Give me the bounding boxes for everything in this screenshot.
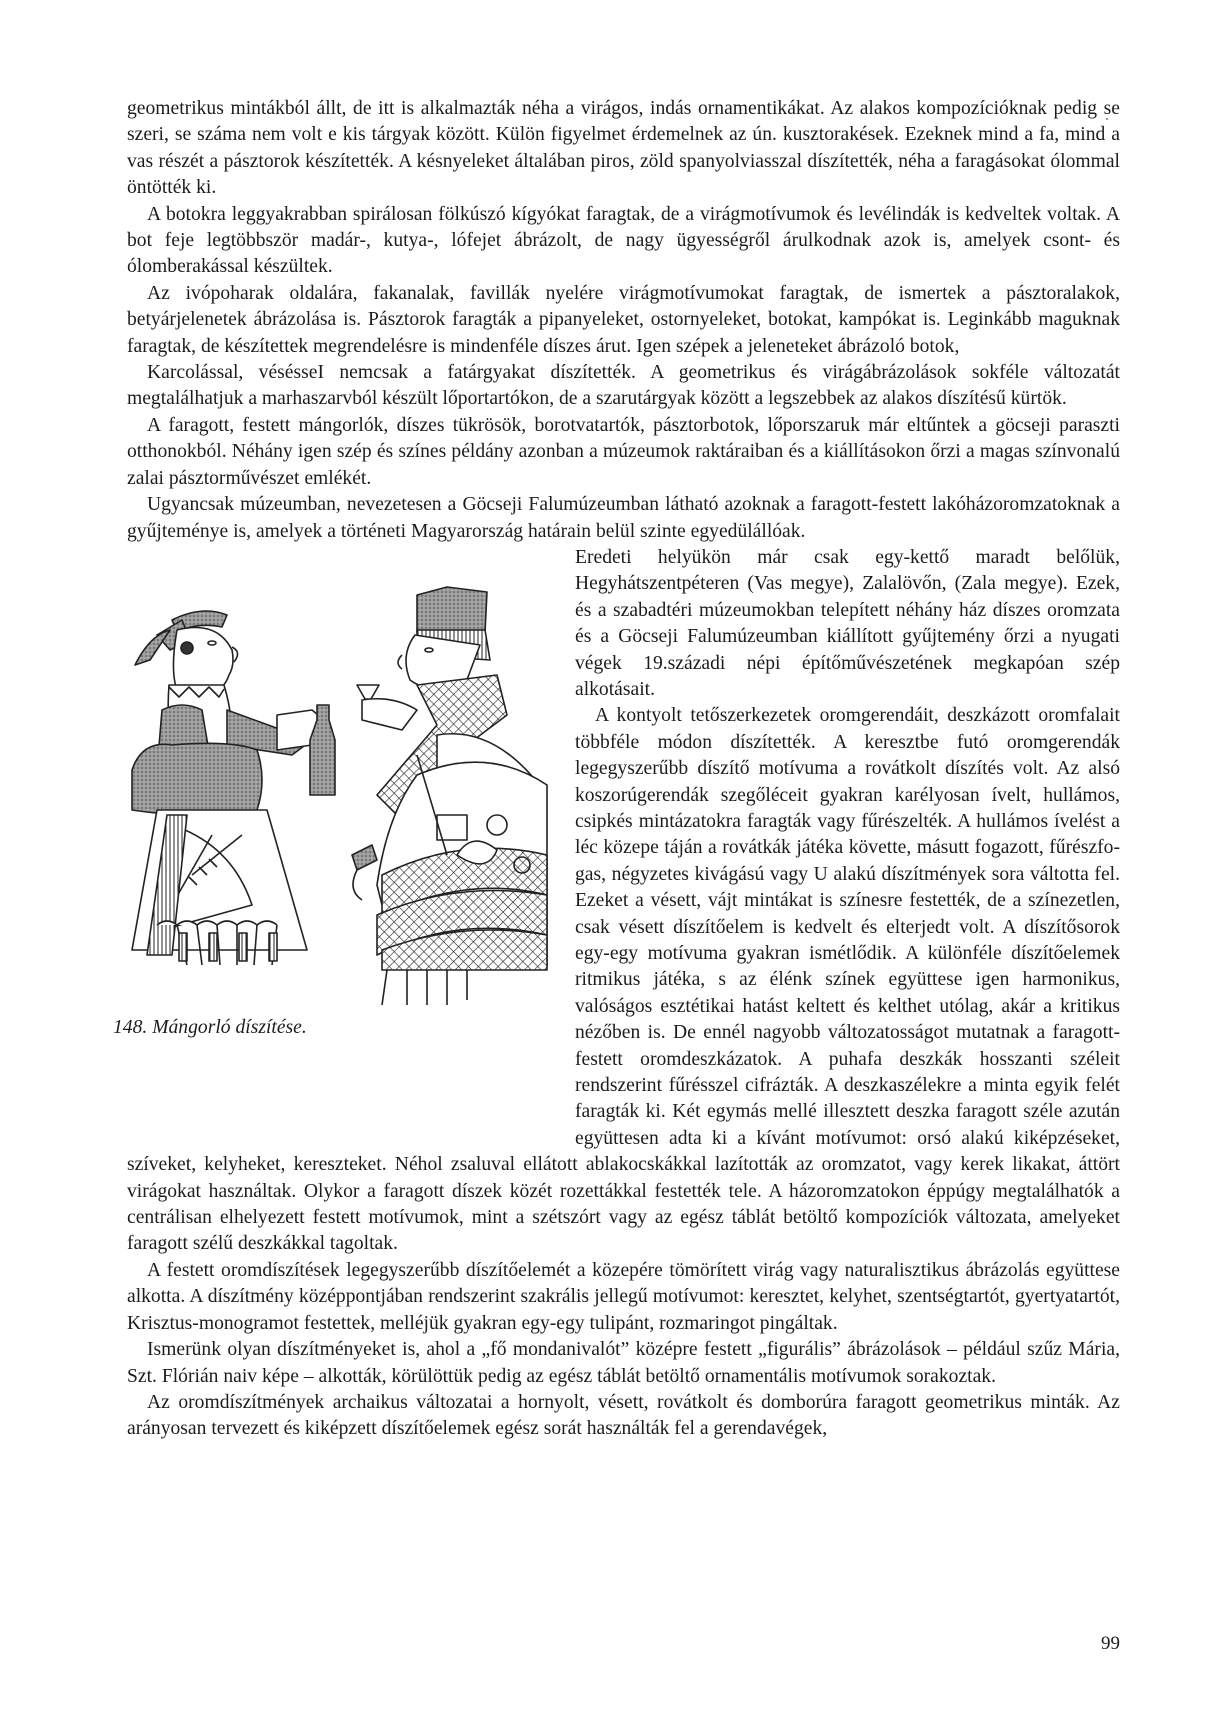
page-number: 99 xyxy=(1101,1633,1120,1654)
paragraph: Ugyancsak múzeumban, nevezetesen a Göcseji Falumúzeumban látható azoknak a faragott-festett lakóházoromzatoknak a gyűjteménye is, amelyek a történeti Magyarország határain belül szinte egyedülállóak. xyxy=(127,494,1120,542)
figure-mangorlo-illustration xyxy=(113,545,575,1125)
paragraph: Az ivópoharak oldalára, fakanalak, favillák nyelére virágmotívumokat faragtak, de ismertek a pásztoralakok, betyárjelenetek ábrázolása is. Pásztorok faragták a pipanyeleket, ostornyeleket, botokat, kampókat is. Leginkább maguknak faragtak, de készítettek megrendelésre is mindenféle díszes árut. Igen szépek a jeleneteket ábrázoló botok, xyxy=(127,282,1120,357)
figure-caption: 148. Mángorló díszítése. xyxy=(113,1016,307,1038)
paragraph: Eredeti helyükön már csak egy-kettő maradt belőlük, Hegyhátszentpéteren (Vas megye), Zalalövőn, (Zala megye). Ezek, és a szabadtéri múzeumokban telepített néhány ház díszes oromzata és a Göcseji Falumúzeumban kiállított gyűjtemény őrzi a nyugati végek 19.századi népi építőművészetének megkapóan szép alkotásait. xyxy=(575,546,1120,700)
paragraph: A faragott, festett mángorlók, díszes tükrösök, borotvatartók, pásztorbotok, lőporszaruk már eltűntek a göcseji paraszti otthonokból. Néhány igen szép és színes példány azonban a múzeumok raktáraiban és a kiállításokon őrzi a magas színvonalú zalai pásztorművészet emlékét. xyxy=(127,414,1120,489)
paragraph: Karcolással, vésésseI nemcsak a fatárgyakat díszítették. A geometrikus és virágábrázolások sokféle változatát megtalálhatjuk a marhaszarvból készült lőportartókon, de a szarutárgyak között a legszebbek az alakos díszítésű kürtök. xyxy=(127,362,1120,410)
paragraph: Az oromdíszítmények archaikus változatai a hornyolt, vésett, rovátkolt és domborúra faragott geometrikus minták. Az arányosan tervezett és kiképzett díszítőelemek egész sorát használták fel a gerendavégek, xyxy=(127,1391,1120,1440)
paragraph: Ismerünk olyan díszítményeket is, ahol a „fő mondanivalót” középre festett „figurális” ábrázolások – például szűz Mária, Szt. Flórián naiv képe – alkották, körülöttük pedig az egész táblát betöltő ornamentális motívumok sorakoztak. xyxy=(127,1339,1120,1387)
paragraph: A botokra leggyakrabban spirálosan fölkúszó kígyókat faragtak, de a virágmotívumok és levélindák is kedveltek voltak. A bot feje legtöbbször madár-, kutya-, lófejet ábrázolt, de nagy ügyességről árulkodnak azok is, amelyek csont- és ólomberakással készültek. xyxy=(127,203,1120,278)
page-body xyxy=(113,96,1120,1443)
paragraph: geometrikus mintákból állt, de itt is alkalmazták néha a virágos, indás ornamentikákat. Az alakos kompozícióknak pedig se szeri, se száma nem volt e kis tárgyak között. Külön figyelmet érdemelnek az ún. kusztorakések. Ezeknek mind a fa, mind a vas részét a pásztorok készítették. A késnyeleket általában piros, zöld spanyolviasszal díszítették, néha a faragásokat ólommal öntötték ki. xyxy=(127,98,1120,199)
paragraph: A festett oromdíszítések legegyszerűbb díszítőelemét a közepére tömörített virág vagy naturalisztikus ábrázolás együttese alkotta. A díszítmény középpontjában rendszerint szakrális jellegű motívumot: keresztet, kelyhet, szentségtartót, gyertyatartót, Krisztus-monogramot festettek, melléjük gyakran egy-egy tulipánt, rozmaringot pingáltak. xyxy=(127,1259,1120,1334)
folk-couple-drawing-icon xyxy=(117,575,567,1015)
paragraph: A kontyolt tetőszerkezetek oromgerendáit, deszkázott oromfalait többféle módon díszítették. A keresztbe futó oromgerendák legegyszerűbb díszítő motívuma a rovátkolt díszítés volt. Az alsó koszorúgerendák szegőléceit gyakran karélyosan ívelt, hullámos, csipkés mintázatokra faragták vagy fűrészelték. A hullámos ívelést a léc közepe táján a rovátkák játéka követte, másutt fogazott, fűrészfogas, négyzetes kivágású vagy U alakú díszítmények sora váltotta fel. Ezeket a vésett, vájt mintákat is színesre festették, de a színezetlen, csak vésett díszítőelem is kedvelt és elterjedt volt. A díszítősorok egy-egy motívuma gyakran ismétlődik. A különféle díszítőelemek ritmikus játéka, s az élénk színek együttese igen harmonikus, valóságos esztétikai hatást keltett és kelthet utólag, akár a kritikus nézőben is. De ennél nagyobb változatosságot mutatnak a faragott-festett oromdeszkázatok. A puhafa deszkák hosszanti széleit rendszerint fűrésszel cifrázták. A deszkaszélekre a minta egyik felét faragták ki. Két egymás mellé illesztett deszka faragott széle azután együttesen adta ki a kívánt motívumot: orsó alakú kiképzéseket, szíveket, kelyheket, kereszteket. Néhol zsaluval ellátott ablakocskákkal lazították az oromzatot, vagy kerek likakat, áttört virágokat használtak. Olykor a faragott díszek közét rozettákkal festették tele. A házoromzatokon éppúgy megtalálhatók a centrálisan elhelyezett festett motívumok, mint a szétszórt vagy az egész táblát betöltő kompozíciók változata, amelyeket faragott szélű deszkákkal tagoltak. xyxy=(127,705,1120,1255)
